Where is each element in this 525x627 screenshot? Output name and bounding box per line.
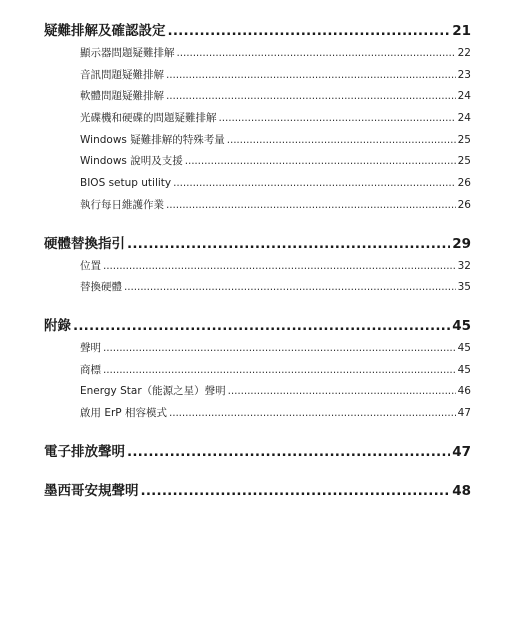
toc-entry-page: 24 [457,112,471,125]
toc-heading-page: 45 [452,317,471,334]
toc-entry-title: 顯示器問題疑難排解 [80,47,175,59]
dot-leader [127,233,450,256]
dot-leader [168,20,451,43]
toc-entry-link[interactable] [80,43,471,65]
toc-heading-link[interactable] [44,441,471,464]
dot-leader [227,130,456,152]
toc-entry-page: 26 [457,177,471,190]
dot-leader [228,381,456,403]
dot-leader [173,173,455,195]
section-spacer [44,299,471,315]
toc-entry-title: 音訊問題疑難排解 [80,68,164,81]
dot-leader [103,360,456,382]
dot-leader [124,277,456,299]
toc-heading-link[interactable] [44,20,471,43]
toc-entry-title: 替換硬體 [80,281,122,294]
dot-leader [103,338,456,360]
dot-leader [73,315,450,338]
toc-entry-link[interactable] [80,108,471,130]
dot-leader [169,403,456,425]
dot-leader [219,108,456,130]
toc-section-troubleshooting [44,20,471,217]
toc-heading-page: 48 [452,482,471,499]
toc-entry-title: Windows 說明及支援 [80,155,183,168]
toc-entry-title: 執行每日維護作業 [80,198,164,211]
toc-entry-title: 光碟機和硬碟的問題疑難排解 [80,112,217,125]
toc-heading-title: 電子排放聲明 [44,443,125,460]
toc-entry-page: 45 [457,363,471,376]
toc-section-hardware [44,233,471,299]
toc-entry-link[interactable] [80,195,471,217]
toc-entry-title: 軟體問題疑難排解 [80,90,164,103]
toc-entry-page: 46 [457,385,471,398]
toc-entry-title: BIOS setup utility [80,177,172,190]
dot-leader [185,151,456,173]
toc-entry-link[interactable] [80,360,471,382]
toc-entry-link[interactable] [80,130,471,152]
toc-entry-title: 商標 [80,363,101,376]
toc-section-appendix [44,315,471,425]
section-spacer [44,464,471,480]
toc-entry-link[interactable] [80,256,471,278]
toc-heading-page: 29 [452,235,471,252]
toc-entry-page: 47 [457,406,471,419]
dot-leader [166,65,456,87]
dot-leader [127,441,450,464]
toc-entry-link[interactable] [80,65,471,87]
section-spacer [44,425,471,441]
toc-heading-page: 21 [452,23,471,39]
toc-entry-link[interactable] [80,173,471,195]
toc-entry-title: 啟用 ErP 相容模式 [80,406,167,419]
toc-entry-page: 45 [457,341,471,354]
toc-entry-page: 25 [457,133,471,146]
toc-entry-page: 26 [457,198,471,211]
dot-leader [166,86,456,108]
toc-heading-title: 疑難排解及確認設定 [44,23,166,39]
toc-entry-title: 聲明 [80,341,101,354]
toc-entry-page: 24 [457,90,471,103]
toc-entry-page: 35 [457,281,471,294]
toc-entry-title: Energy Star（能源之星）聲明 [80,385,226,398]
toc-entry-link[interactable] [80,338,471,360]
dot-leader [141,480,451,503]
toc-heading-title: 墨西哥安規聲明 [44,482,139,499]
toc-entry-link[interactable] [80,277,471,299]
toc-entry-title: Windows 疑難排解的特殊考量 [80,133,225,146]
toc-entry-link[interactable] [80,403,471,425]
toc-heading-link[interactable] [44,315,471,338]
dot-leader [103,256,456,278]
toc-heading-link[interactable] [44,233,471,256]
toc-heading-title: 附錄 [44,317,71,334]
toc-entry-page: 25 [457,155,471,168]
toc-entry-link[interactable] [80,381,471,403]
toc-section-mexico [44,480,471,503]
toc-entry-page: 22 [457,47,471,59]
toc-heading-page: 47 [452,443,471,460]
toc-entry-link[interactable] [80,151,471,173]
toc-entry-link[interactable] [80,86,471,108]
table-of-contents [44,20,471,503]
toc-entry-page: 23 [457,68,471,81]
toc-heading-link[interactable] [44,480,471,503]
toc-section-emissions [44,441,471,464]
toc-entry-page: 32 [457,259,471,272]
toc-heading-title: 硬體替換指引 [44,235,125,252]
dot-leader [177,43,456,65]
toc-entry-title: 位置 [80,259,101,272]
dot-leader [166,195,456,217]
section-spacer [44,217,471,233]
